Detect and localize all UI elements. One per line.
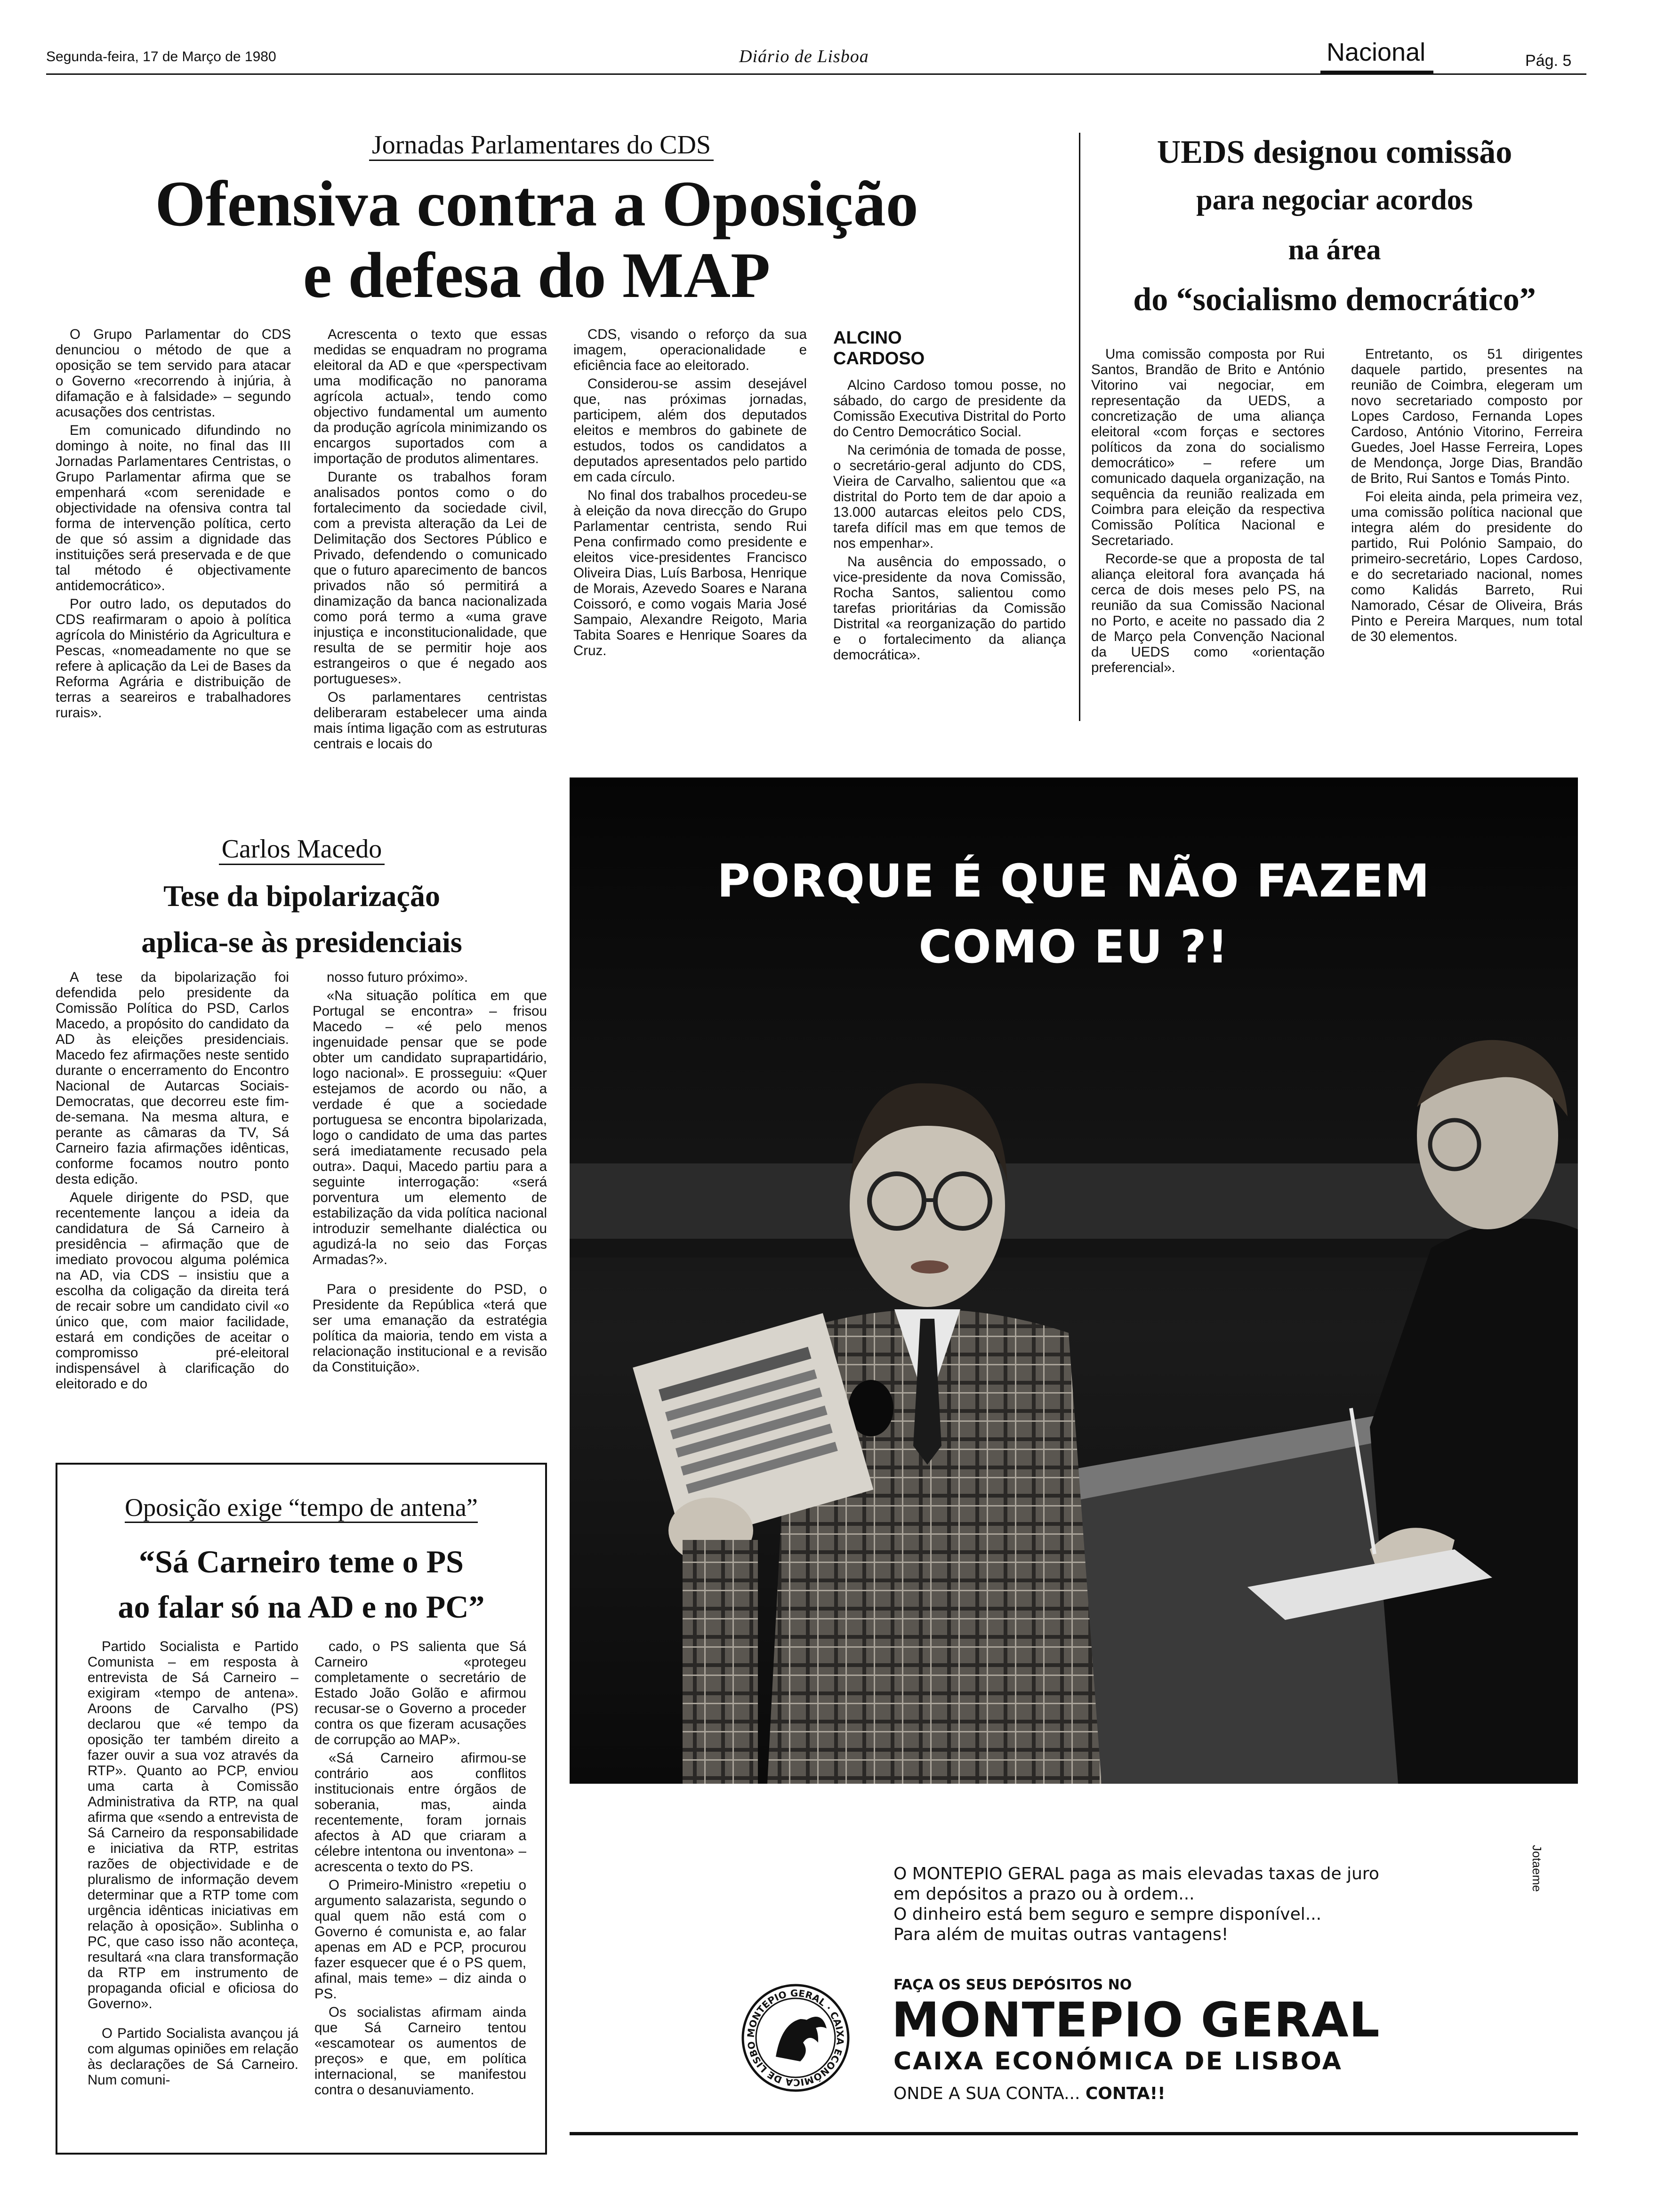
paragraph: Uma comissão composta por Rui Santos, Brandão de Brito e António Vitorino vai negociar, em representação da UEDS, a concretização de uma aliança eleitoral «com forças e sectores políticos da zona do socialismo democrático» – refere um comunicado daquela organização, na sequência da reunião realizada em Coimbra para eleição da respectiva Comissão Política Nacional e Secretariado. bbox=[1091, 346, 1325, 548]
paragraph: cado, o PS salienta que Sá Carneiro «protegeu completamente o secretário de Estado João Golão e afirmou recusar-se o Governo a proceder contra os que fizeram acusações de corrupção ao MAP». bbox=[314, 1639, 526, 1747]
macedo-title-line2: aplica-se às presidenciais bbox=[141, 925, 462, 959]
paragraph: A tese da bipolarização foi defendida pelo presidente da Comissão Política do PSD, Carlos Macedo, a propósito do candidato da AD às eleições presidenciais. Macedo fez afirmações neste sentido durante o encerramento do Encontro Nacional de Autarcas Sociais-Democratas, que decorreu este fim-de-semana. Na mesma altura, e perante as câmaras da TV, Sá Carneiro fazia afirmações idênticas, conforme focamos noutro ponto desta edição. bbox=[56, 970, 289, 1187]
paragraph: Na ausência do empossado, o vice-presidente da nova Comissão, Rocha Santos, salientou como tarefas prioritárias da Comissão Distrital «a reorganização do partido e o fortalecimento da aliança democrática». bbox=[833, 554, 1066, 663]
ps-title-line1: “Sá Carneiro teme o PS bbox=[139, 1544, 464, 1579]
cds-column-3 bbox=[573, 327, 807, 658]
paragraph: O Partido Socialista avançou já com algumas opiniões em relação às declarações de Sá Carneiro. Num comuni- bbox=[88, 2026, 298, 2088]
masthead-date: Segunda-feira, 17 de Março de 1980 bbox=[46, 49, 276, 64]
cds-title-line2: e defesa do MAP bbox=[303, 239, 771, 311]
advert-brand-sub: CAIXA ECONÓMICA DE LISBOA bbox=[893, 2047, 1343, 2076]
cardoso-title-line1: ALCINO bbox=[833, 328, 902, 348]
paragraph: Acrescenta o texto que essas medidas se enquadram no programa eleitoral da AD e que «perspectivam uma modificação no panorama agrícola actual», tendo como objectivo fundamental um aumento da produção agrícola minimizando os encargos suportados com a importação de produtos alimentares. bbox=[314, 327, 547, 466]
macedo-column-1 bbox=[56, 970, 289, 1392]
advert-tagline-text: ONDE A SUA CONTA... bbox=[893, 2084, 1086, 2103]
paragraph: O Primeiro-Ministro «repetiu o argumento salazarista, segundo o qual quem não está com o Governo é comunista e, ao falar apenas em AD e PCP, procurou fazer esquecer que é o PS quem, afinal, mais teme» – diz ainda o PS. bbox=[314, 1877, 526, 2002]
ps-kicker: Oposição exige “tempo de antena” bbox=[57, 1493, 545, 1522]
advert-headline-line1: PORQUE É QUE NÃO FAZEM bbox=[717, 855, 1431, 907]
ps-title-line2: ao falar só na AD e no PC” bbox=[118, 1589, 485, 1625]
cds-kicker: Jornadas Parlamentares do CDS bbox=[282, 130, 800, 160]
ueds-title-line2: para negociar acordos bbox=[1196, 184, 1473, 216]
paragraph: nosso futuro próximo». bbox=[327, 970, 468, 985]
macedo-title-line1: Tese da bipolarização bbox=[163, 879, 440, 913]
paragraph: Recorde-se que a proposta de tal aliança eleitoral fora avançada há cerca de dois meses pelo PS, na reunião da sua Comissão Nacional no Porto, e aceite no passado dia 2 de Março pela Convenção Nacional da UEDS como «orientação preferencial». bbox=[1091, 551, 1325, 675]
paragraph: «Sá Carneiro afirmou-se contrário aos conflitos institucionais entre órgãos de soberania, mas, ainda recentemente, foram jornais afectos à AD que criaram a célebre intentona ou inventona» – acrescenta o texto do PS. bbox=[314, 1750, 526, 1875]
macedo-column-2 bbox=[313, 970, 547, 1375]
advert-cta: FAÇA OS SEUS DEPÓSITOS NO bbox=[893, 1977, 1132, 1993]
column-divider bbox=[1079, 133, 1080, 721]
macedo-kicker: Carlos Macedo bbox=[56, 834, 548, 864]
masthead-page-number: Pág. 5 bbox=[1525, 52, 1572, 70]
ueds-column-1 bbox=[1091, 346, 1325, 675]
paragraph: Na cerimónia de tomada de posse, o secretário-geral adjunto do CDS, Vieira de Carvalho, salientou que «a distrital do Porto tem de dar apoio a 13.000 autarcas eleitos pelo CDS, tarefa difícil mas em que temos de nos empenhar». bbox=[833, 442, 1066, 551]
advert-headline-line2: COMO EU ?! bbox=[918, 921, 1229, 973]
montepio-seal-icon bbox=[739, 1981, 852, 2094]
advert-brand: MONTEPIO GERAL bbox=[892, 1992, 1380, 2048]
ueds-title-line1: UEDS designou comissão bbox=[1157, 134, 1512, 170]
advert-copy-line1: O MONTEPIO GERAL paga as mais elevadas taxas de juro bbox=[893, 1864, 1379, 1883]
paragraph: Aquele dirigente do PSD, que recentemente lançou a ideia da candidatura de Sá Carneiro à presidência – afirmação que de imediato provocou alguma polémica na AD, via CDS – insistiu que a escolha da coligação da direita terá de recair sobre um candidato civil «o único que, com maior facilidade, estará em condições de aceitar o compromisso pré-eleitoral indispensável à clarificação do eleitorado e do bbox=[56, 1190, 289, 1392]
advert-copy-line2: em depósitos a prazo ou à ordem... bbox=[893, 1884, 1195, 1904]
masthead-section-underline bbox=[1320, 71, 1433, 75]
ueds-title-line3: na área bbox=[1288, 234, 1381, 266]
ps-box bbox=[56, 1463, 547, 2155]
masthead-section: Nacional bbox=[1327, 38, 1426, 66]
advert-photo bbox=[570, 777, 1578, 1784]
paragraph: Considerou-se assim desejável que, nas próximas jornadas, participem, além dos deputados eleitos e membros do gabinete de estudos, todos os candidatos a deputados apresentados pelo partido em cada círculo. bbox=[573, 376, 807, 485]
paragraph: Foi eleita ainda, pela primeira vez, uma comissão política nacional que integra além do presidente do partido, Rui Polónio Sampaio, do primeiro-secretário, Lopes Cardoso, e do secretariado nacional, nomes como Kalidás Barreto, Rui Namorado, César de Oliveira, Brás Pinto e Pereira Marques, num total de 30 elementos. bbox=[1351, 489, 1583, 644]
ueds-title-line4: do “socialismo democrático” bbox=[1133, 281, 1536, 318]
paragraph: Para o presidente do PSD, o Presidente da República «terá que ser uma emanação da estratégia política da maioria, tendo em vista a relacionação institucional e a revisão da Constituição». bbox=[313, 1282, 547, 1375]
cardoso-title bbox=[833, 328, 925, 369]
paragraph: Por outro lado, os deputados do CDS reafirmaram o apoio à política agrícola do Ministério da Agricultura e Pescas, «nomeadamente no que se refere à aplicação da Lei de Bases da Reforma Agrária e distribuição de terras a seareiros e trabalhadores rurais». bbox=[56, 596, 291, 721]
ueds-column-2 bbox=[1351, 346, 1583, 644]
paragraph: Partido Socialista e Partido Comunista – em resposta à entrevista de Sá Carneiro – exigiram «tempo de antena». Aroons de Carvalho (PS) declarou que «é tempo da oposição ter também direito a fazer ouvir a sua voz através da RTP». Quanto ao PCP, enviou uma carta à Comissão Administrativa da RTP, na qual afirma que «sendo a entrevista de Sá Carneiro da responsabilidade e iniciativa da RTP, estritas razões de objectividade e de pluralismo de informação devem determinar que a RTP tome com urgência idênticas iniciativas em relação à oposição». Sublinha o PC, que caso isso não aconteça, resultará «na clara transformação da RTP em instrumento de propaganda oficial e oficiosa do Governo». bbox=[88, 1639, 298, 2012]
advert-credit: Jotaeme bbox=[1530, 1845, 1544, 1892]
paragraph: Alcino Cardoso tomou posse, no sábado, do cargo de presidente da Comissão Executiva Distrital do Porto do Centro Democrático Social. bbox=[833, 377, 1066, 440]
paragraph: CDS, visando o reforço da sua imagem, operacionalidade e eficiência face ao eleitorado. bbox=[573, 327, 807, 373]
paragraph: O Grupo Parlamentar do CDS denunciou o método de que a oposição se tem servido para atacar o Governo «recorrendo à injúria, à difamação e à falsidade» – segundo acusações dos centristas. bbox=[56, 327, 291, 420]
cardoso-title-line2: CARDOSO bbox=[833, 349, 925, 369]
advert-copy bbox=[893, 1864, 1379, 1945]
masthead-paper-name: Diário de Lisboa bbox=[739, 47, 869, 66]
cds-column-1 bbox=[56, 327, 291, 721]
cds-title-line1: Ofensiva contra a Oposição bbox=[155, 168, 918, 240]
ps-column-2 bbox=[314, 1639, 526, 2098]
ueds-title bbox=[1087, 130, 1582, 325]
ps-column-1 bbox=[88, 1639, 298, 2088]
advert-headline bbox=[570, 848, 1578, 980]
advert-tagline-bold: CONTA!! bbox=[1085, 2084, 1166, 2103]
masthead bbox=[0, 0, 1657, 85]
paragraph: Entretanto, os 51 dirigentes daquele partido, presentes na reunião de Coimbra, elegeram um novo secretariado composto por Lopes Cardoso, Fernanda Lopes Cardoso, António Vitorino, Ferreira Guedes, Joel Hasse Ferreira, Lopes de Mendonça, Jorge Dias, Brandão de Brito, Rui Santos e Tomás Pinto. bbox=[1351, 346, 1583, 486]
advert-copy-line4: Para além de muitas outras vantagens! bbox=[893, 1925, 1229, 1944]
cds-column-2 bbox=[314, 327, 547, 752]
montepio-seal bbox=[739, 1981, 852, 2094]
advert-copy-line3: O dinheiro está bem seguro e sempre disponível... bbox=[893, 1905, 1322, 1924]
paragraph: Em comunicado difundindo no domingo à noite, no final das III Jornadas Parlamentares Centristas, o Grupo Parlamentar afirma que se empenhará «com serenidade e objectividade na ofensiva contra tal forma de intervenção política, certo de que só assim a dignidade das instituições será preservada e de que tal método é objectivamente antidemocrático». bbox=[56, 423, 291, 593]
paragraph: Os parlamentares centristas deliberaram estabelecer uma ainda mais íntima ligação com as estruturas centrais e locais do bbox=[314, 689, 547, 752]
paragraph: No final dos trabalhos procedeu-se à eleição da nova direcção do Grupo Parlamentar centrista, sendo Rui Pena confirmado como presidente e eleitos vice-presidentes Francisco Oliveira Dias, Luís Barbosa, Henrique de Morais, Azevedo Soares e Narana Coissoró, e como vogais Maria José Sampaio, Alexandre Reigoto, Maria Tabita Soares e Henrique Soares da Cruz. bbox=[573, 488, 807, 658]
seal-text: MONTEPIO GERAL · CAIXA ECONÓMICA DE LISBO bbox=[745, 1987, 846, 2089]
advert-bottom-rule bbox=[570, 2132, 1578, 2135]
paragraph: «Na situação política em que Portugal se encontra» – frisou Macedo – «é pelo menos ingenuidade pensar que se pode obter um candidato suprapartidário, logo nacional». E prosseguiu: «Quer estejamos de acordo ou não, a verdade é que a sociedade portuguesa se encontra bipolarizada, logo o candidato de uma das partes será imediatamente recusado pela outra». Daqui, Macedo partiu para a seguinte interrogação: «será porventura um elemento de estabilização da vida política nacional introduzir semelhante dialéctica ou agudizá-la no seio das Forças Armadas?». bbox=[313, 988, 547, 1267]
advert-tagline bbox=[893, 2084, 1166, 2103]
paragraph: Os socialistas afirmam ainda que Sá Carneiro tentou «escamotear os aumentos de preços» e que, em política internacional, se manifestou contra o desanuviamento. bbox=[314, 2004, 526, 2098]
cardoso-body bbox=[833, 377, 1066, 663]
paragraph: Durante os trabalhos foram analisados pontos como o do fortalecimento da sociedade civil, com a prevista alteração da Lei de Delimitação dos Sectores Público e Privado, defendendo o comunicado que o futuro aparecimento de bancos privados não só permitirá a dinamização da banca nacionalizada como porá termo a «uma grave injustiça e inconstitucionalidade, que resulta de se permitir hoje aos estrangeiros o que é negado aos portugueses». bbox=[314, 469, 547, 687]
